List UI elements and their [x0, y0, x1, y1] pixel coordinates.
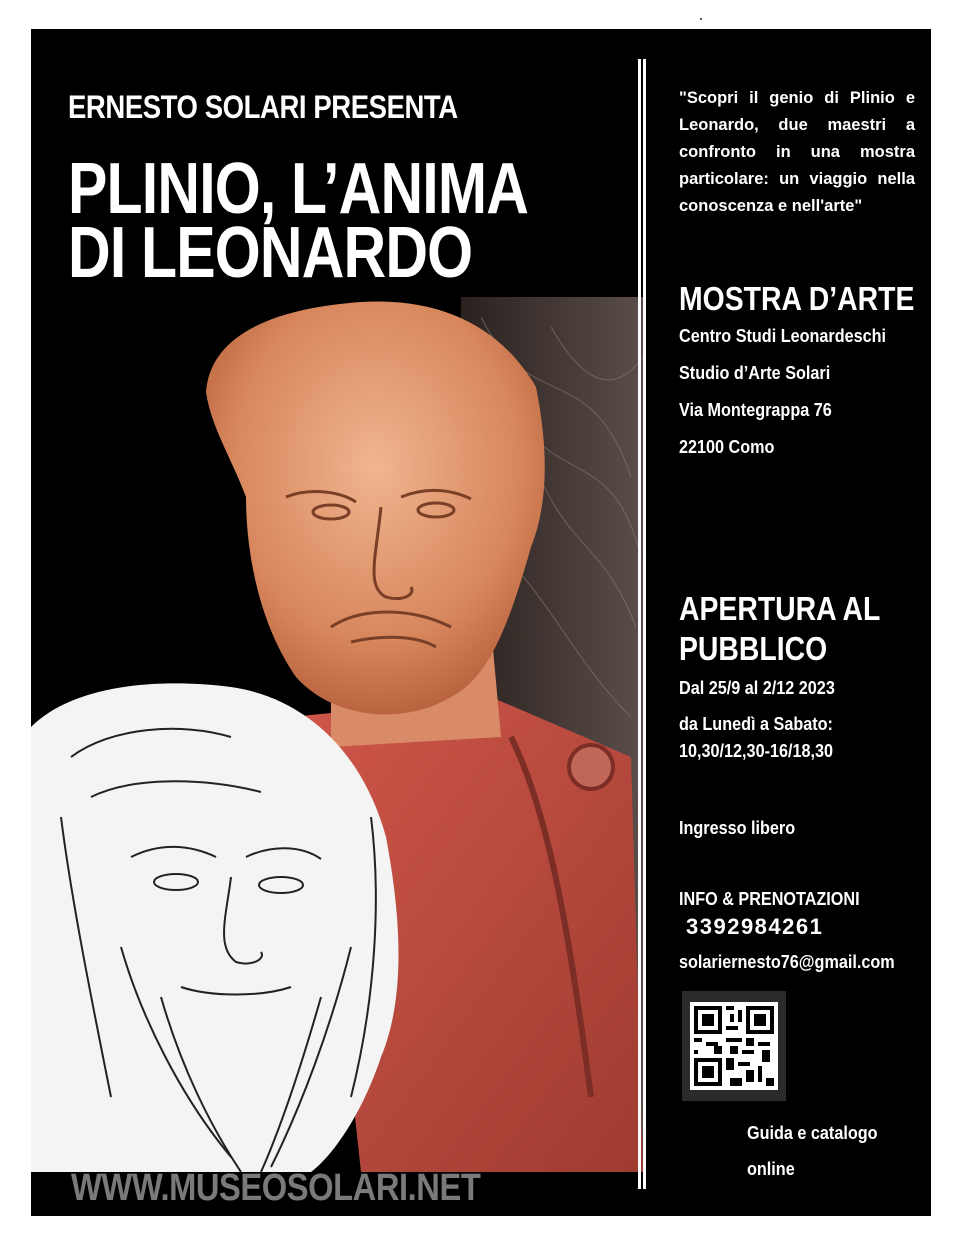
qr-code-icon — [690, 1002, 778, 1090]
entry-info: Ingresso libero — [679, 818, 796, 838]
email-address[interactable]: solariernesto76@gmail.com — [679, 952, 895, 972]
title-line-1: PLINIO, L’ANIMA — [68, 149, 529, 229]
venue-line: 22100 Como — [679, 437, 775, 457]
qr-code[interactable] — [682, 991, 786, 1101]
phone-number[interactable]: 3392984261 — [686, 914, 824, 939]
info-heading: INFO & PRENOTAZIONI — [679, 889, 860, 909]
exhibition-title — [68, 149, 529, 293]
exhibition-poster — [31, 29, 931, 1216]
exhibit-heading: MOSTRA D’ARTE — [679, 280, 915, 317]
opening-hours: 10,30/12,30-16/18,30 — [679, 741, 834, 761]
portraits-artwork — [31, 297, 643, 1172]
opening-days: da Lunedì a Sabato: — [679, 714, 833, 734]
venue-line: Centro Studi Leonardeschi — [679, 326, 887, 346]
guide-catalogue — [747, 1115, 878, 1187]
opening-dates: Dal 25/9 al 2/12 2023 — [679, 678, 835, 698]
opening-heading-line-2: PUBBLICO — [679, 630, 828, 667]
website-url: WWW.MUSEOSOLARI.NET — [71, 1167, 481, 1209]
exhibition-quote: "Scopri il genio di Plinio e Leonardo, due maestri a confronto in una mostra particolare: un viaggio nella conoscenza e nell'arte" — [679, 89, 915, 215]
guide-line-2: online — [747, 1159, 795, 1179]
opening-heading-line-1: APERTURA AL — [679, 590, 881, 627]
title-line-2: DI LEONARDO — [68, 213, 473, 293]
opening-heading — [679, 589, 880, 669]
page-speck — [700, 18, 702, 20]
presenter-heading: ERNESTO SOLARI PRESENTA — [68, 89, 458, 125]
leonardo-portrait — [31, 683, 399, 1172]
venue-line: Via Montegrappa 76 — [679, 400, 832, 420]
venue-line: Studio d’Arte Solari — [679, 363, 831, 383]
guide-line-1: Guida e catalogo — [747, 1123, 878, 1143]
column-divider — [638, 59, 646, 1189]
